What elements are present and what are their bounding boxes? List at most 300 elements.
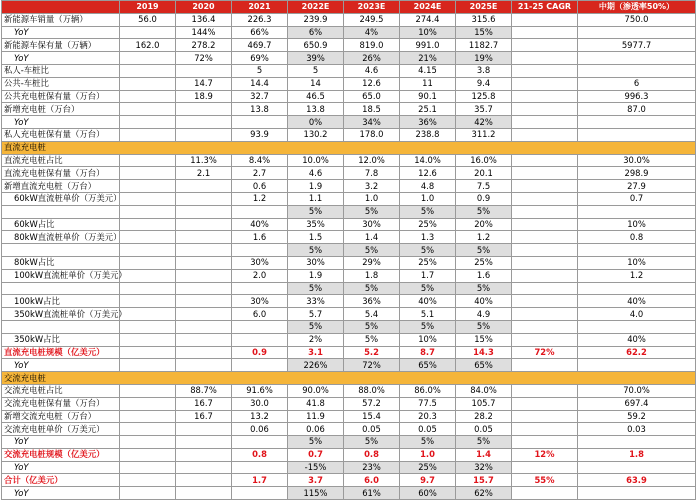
table-cell xyxy=(120,167,176,180)
table-cell: 6.0 xyxy=(344,474,400,487)
table-cell: 1.6 xyxy=(232,231,288,244)
table-cell: 5% xyxy=(344,320,400,333)
table-cell: 4.9 xyxy=(456,308,512,321)
table-cell: 12.0% xyxy=(344,154,400,167)
table-cell xyxy=(232,116,288,129)
yoy-row xyxy=(2,26,696,39)
table-cell: 60% xyxy=(400,487,456,500)
table-cell: 66% xyxy=(232,26,288,39)
column-header: 2022E xyxy=(288,1,344,14)
table-cell xyxy=(578,116,696,129)
row-label: 80kW占比 xyxy=(2,256,120,269)
table-cell xyxy=(176,231,232,244)
table-cell xyxy=(120,26,176,39)
table-cell: 23% xyxy=(344,461,400,474)
table-cell: 10% xyxy=(578,256,696,269)
table-row xyxy=(2,269,696,282)
table-cell xyxy=(176,103,232,116)
table-cell xyxy=(512,256,578,269)
table-cell xyxy=(176,64,232,77)
table-cell: 298.9 xyxy=(578,167,696,180)
table-cell xyxy=(512,423,578,436)
table-cell: 7.8 xyxy=(344,167,400,180)
table-cell: 16.0% xyxy=(456,154,512,167)
row-label xyxy=(2,320,120,333)
table-cell xyxy=(512,26,578,39)
table-cell: 1.0 xyxy=(344,192,400,205)
table-cell: 30% xyxy=(288,256,344,269)
table-cell: 9.4 xyxy=(456,77,512,90)
table-cell: 144% xyxy=(176,26,232,39)
table-row xyxy=(2,423,696,436)
table-cell: 62% xyxy=(456,487,512,500)
table-cell: 36% xyxy=(400,116,456,129)
table-cell xyxy=(512,410,578,423)
row-label: YoY xyxy=(2,461,120,474)
table-cell xyxy=(120,269,176,282)
table-cell: 650.9 xyxy=(288,39,344,52)
table-cell: 0.05 xyxy=(400,423,456,436)
table-cell xyxy=(120,231,176,244)
table-cell: 30.0% xyxy=(578,154,696,167)
table-row xyxy=(2,154,696,167)
table-cell xyxy=(176,282,232,295)
yoy-row xyxy=(2,320,696,333)
row-label: 350kW直流桩单价（万美元） xyxy=(2,308,120,321)
table-cell: 5% xyxy=(344,205,400,218)
table-cell xyxy=(120,192,176,205)
table-cell: 86.0% xyxy=(400,384,456,397)
table-row xyxy=(2,308,696,321)
table-cell xyxy=(512,461,578,474)
row-label: 80kW直流桩单价（万美元） xyxy=(2,231,120,244)
table-cell xyxy=(578,320,696,333)
table-cell: 30% xyxy=(344,218,400,231)
row-label: 交流充电桩单价（万美元） xyxy=(2,423,120,436)
table-cell: 77.5 xyxy=(400,397,456,410)
table-cell xyxy=(232,244,288,257)
table-cell: 5% xyxy=(400,244,456,257)
table-cell: 32.7 xyxy=(232,90,288,103)
table-cell xyxy=(512,192,578,205)
table-cell xyxy=(176,423,232,436)
table-cell: 87.0 xyxy=(578,103,696,116)
table-cell: 35.7 xyxy=(456,103,512,116)
table-row xyxy=(2,448,696,461)
table-cell xyxy=(578,64,696,77)
table-cell: 1.9 xyxy=(288,180,344,193)
table-row xyxy=(2,410,696,423)
table-cell xyxy=(120,423,176,436)
table-cell: 62.2 xyxy=(578,346,696,359)
table-cell xyxy=(232,487,288,500)
table-cell: 249.5 xyxy=(344,13,400,26)
yoy-row xyxy=(2,205,696,218)
table-cell: 5 xyxy=(232,64,288,77)
row-label: YoY xyxy=(2,487,120,500)
table-cell: 6% xyxy=(288,26,344,39)
table-cell xyxy=(578,52,696,65)
table-cell: 30% xyxy=(232,295,288,308)
column-header: 2023E xyxy=(344,1,400,14)
table-cell: 65% xyxy=(400,359,456,372)
table-cell xyxy=(120,487,176,500)
table-cell: 5 xyxy=(288,64,344,77)
row-label: 交流充电桩保有量（万台） xyxy=(2,397,120,410)
table-cell xyxy=(512,295,578,308)
table-cell xyxy=(120,154,176,167)
table-cell xyxy=(512,13,578,26)
row-label: 私人充电桩保有量（万台） xyxy=(2,128,120,141)
table-cell xyxy=(120,333,176,346)
table-cell: 88.0% xyxy=(344,384,400,397)
table-cell xyxy=(120,128,176,141)
table-cell: 105.7 xyxy=(456,397,512,410)
table-cell xyxy=(578,487,696,500)
table-cell: 226.3 xyxy=(232,13,288,26)
table-cell xyxy=(512,39,578,52)
table-cell xyxy=(512,77,578,90)
table-cell: 72% xyxy=(512,346,578,359)
table-cell: 5.1 xyxy=(400,308,456,321)
yoy-row xyxy=(2,282,696,295)
table-cell: 10% xyxy=(400,26,456,39)
table-cell: 0.03 xyxy=(578,423,696,436)
column-header: 2024E xyxy=(400,1,456,14)
section-header-row xyxy=(2,141,696,154)
table-cell: 25% xyxy=(456,256,512,269)
table-cell xyxy=(578,205,696,218)
table-cell xyxy=(512,218,578,231)
table-cell: 0.8 xyxy=(578,231,696,244)
table-cell xyxy=(232,282,288,295)
row-label: 交流充电桩规模（亿美元） xyxy=(2,448,120,461)
table-cell xyxy=(120,397,176,410)
table-cell: 238.8 xyxy=(400,128,456,141)
table-cell: 226% xyxy=(288,359,344,372)
table-cell xyxy=(176,269,232,282)
table-cell xyxy=(578,436,696,449)
row-label: 公共充电桩保有量（万台） xyxy=(2,90,120,103)
table-cell xyxy=(120,256,176,269)
row-label: 新增直流充电桩（万台） xyxy=(2,180,120,193)
table-cell: 25.1 xyxy=(400,103,456,116)
table-cell: 0.05 xyxy=(344,423,400,436)
table-cell xyxy=(512,333,578,346)
table-cell xyxy=(512,167,578,180)
table-row xyxy=(2,384,696,397)
table-row xyxy=(2,128,696,141)
table-cell: 42% xyxy=(456,116,512,129)
table-cell xyxy=(578,128,696,141)
table-cell xyxy=(512,205,578,218)
table-cell: 13.2 xyxy=(232,410,288,423)
table-cell: 39% xyxy=(288,52,344,65)
table-cell xyxy=(120,410,176,423)
table-cell: 0% xyxy=(288,116,344,129)
row-label: 直流充电桩占比 xyxy=(2,154,120,167)
table-cell: 15.7 xyxy=(456,474,512,487)
table-cell xyxy=(120,436,176,449)
table-cell: 59.2 xyxy=(578,410,696,423)
section-title: 交流充电桩 xyxy=(2,372,696,385)
table-cell: 36% xyxy=(344,295,400,308)
table-cell: 55% xyxy=(512,474,578,487)
table-cell: 30.0 xyxy=(232,397,288,410)
table-cell: 13.8 xyxy=(288,103,344,116)
table-cell: 14.0% xyxy=(400,154,456,167)
table-cell xyxy=(120,64,176,77)
row-label: 新增充电桩（万台） xyxy=(2,103,120,116)
table-row xyxy=(2,90,696,103)
table-cell: 3.2 xyxy=(344,180,400,193)
table-cell: 5% xyxy=(288,205,344,218)
table-cell: 178.0 xyxy=(344,128,400,141)
table-cell xyxy=(120,90,176,103)
table-cell: 29% xyxy=(344,256,400,269)
table-cell xyxy=(578,461,696,474)
table-cell: 32% xyxy=(456,461,512,474)
table-cell: 14.4 xyxy=(232,77,288,90)
table-cell: 0.06 xyxy=(232,423,288,436)
table-cell: 996.3 xyxy=(578,90,696,103)
row-label: YoY xyxy=(2,116,120,129)
table-cell: 25% xyxy=(400,256,456,269)
table-cell xyxy=(232,205,288,218)
table-cell: 20.1 xyxy=(456,167,512,180)
table-cell: 5977.7 xyxy=(578,39,696,52)
table-cell: 0.8 xyxy=(344,448,400,461)
table-cell xyxy=(512,269,578,282)
table-cell xyxy=(176,474,232,487)
table-cell xyxy=(512,359,578,372)
table-cell: 10% xyxy=(400,333,456,346)
table-cell xyxy=(232,320,288,333)
table-cell xyxy=(176,461,232,474)
table-cell: 991.0 xyxy=(400,39,456,52)
table-cell: 69% xyxy=(232,52,288,65)
table-cell: 27.9 xyxy=(578,180,696,193)
table-cell: 15% xyxy=(456,26,512,39)
table-cell xyxy=(176,448,232,461)
table-cell xyxy=(512,116,578,129)
row-label: 新增交流充电桩（万台） xyxy=(2,410,120,423)
table-cell: 11.9 xyxy=(288,410,344,423)
table-cell: 274.4 xyxy=(400,13,456,26)
yoy-row xyxy=(2,116,696,129)
table-cell: 33% xyxy=(288,295,344,308)
row-label: 100kW占比 xyxy=(2,295,120,308)
table-cell: 1.8 xyxy=(344,269,400,282)
table-row xyxy=(2,231,696,244)
table-cell: 0.05 xyxy=(456,423,512,436)
row-label: 直流充电桩保有量（万台） xyxy=(2,167,120,180)
table-cell: 1.2 xyxy=(578,269,696,282)
table-cell: 5% xyxy=(344,436,400,449)
table-cell xyxy=(120,205,176,218)
table-cell: 11.3% xyxy=(176,154,232,167)
table-cell: 16.7 xyxy=(176,410,232,423)
section-header-row xyxy=(2,372,696,385)
row-label: 合计（亿美元） xyxy=(2,474,120,487)
table-cell: 2.7 xyxy=(232,167,288,180)
table-row xyxy=(2,474,696,487)
table-cell: 40% xyxy=(578,295,696,308)
table-cell: 5% xyxy=(400,282,456,295)
table-cell xyxy=(232,333,288,346)
table-cell: 25% xyxy=(400,461,456,474)
row-label xyxy=(2,244,120,257)
yoy-row xyxy=(2,52,696,65)
row-label: YoY xyxy=(2,26,120,39)
table-cell xyxy=(176,205,232,218)
table-cell: 1.2 xyxy=(232,192,288,205)
table-cell: 1.5 xyxy=(288,231,344,244)
table-cell xyxy=(176,116,232,129)
row-label: YoY xyxy=(2,359,120,372)
row-label: 交流充电桩占比 xyxy=(2,384,120,397)
table-cell: 30% xyxy=(232,256,288,269)
table-cell: 70.0% xyxy=(578,384,696,397)
table-row xyxy=(2,256,696,269)
table-cell: 1.3 xyxy=(400,231,456,244)
table-cell: 56.0 xyxy=(120,13,176,26)
yoy-row xyxy=(2,244,696,257)
yoy-row xyxy=(2,436,696,449)
table-cell: 239.9 xyxy=(288,13,344,26)
ev-charging-forecast-table xyxy=(1,0,696,500)
table-cell xyxy=(176,295,232,308)
table-cell: 20% xyxy=(456,218,512,231)
table-cell xyxy=(512,244,578,257)
column-header: 2021 xyxy=(232,1,288,14)
table-cell: 1.7 xyxy=(232,474,288,487)
table-cell xyxy=(512,103,578,116)
table-cell: 14 xyxy=(288,77,344,90)
table-cell: 6.0 xyxy=(232,308,288,321)
table-cell xyxy=(176,346,232,359)
table-cell: 5.2 xyxy=(344,346,400,359)
table-row xyxy=(2,64,696,77)
table-cell xyxy=(176,256,232,269)
row-label xyxy=(2,282,120,295)
table-cell: 162.0 xyxy=(120,39,176,52)
table-row xyxy=(2,13,696,26)
table-cell: 5% xyxy=(456,205,512,218)
table-cell xyxy=(232,461,288,474)
table-cell xyxy=(176,244,232,257)
row-label: 直流充电桩规模（亿美元） xyxy=(2,346,120,359)
yoy-row xyxy=(2,487,696,500)
table-cell: 3.7 xyxy=(288,474,344,487)
table-row xyxy=(2,218,696,231)
table-cell xyxy=(176,180,232,193)
table-cell: 1.8 xyxy=(578,448,696,461)
table-cell: 5% xyxy=(344,282,400,295)
table-cell: 88.7% xyxy=(176,384,232,397)
table-body xyxy=(2,1,696,500)
table-cell: 4.15 xyxy=(400,64,456,77)
table-cell: 8.7 xyxy=(400,346,456,359)
table-cell xyxy=(120,77,176,90)
table-cell xyxy=(120,282,176,295)
table-cell: 13.8 xyxy=(232,103,288,116)
column-header: 2020 xyxy=(176,1,232,14)
table-cell: 1.0 xyxy=(400,192,456,205)
table-cell xyxy=(512,154,578,167)
table-cell: 21% xyxy=(400,52,456,65)
table-cell: 12.6 xyxy=(344,77,400,90)
table-cell: 0.7 xyxy=(288,448,344,461)
table-cell: 72% xyxy=(176,52,232,65)
table-cell: 0.8 xyxy=(232,448,288,461)
table-cell xyxy=(120,52,176,65)
table-cell xyxy=(176,218,232,231)
table-cell: 91.6% xyxy=(232,384,288,397)
table-cell: 0.06 xyxy=(288,423,344,436)
section-title: 直流充电桩 xyxy=(2,141,696,154)
table-cell xyxy=(578,244,696,257)
table-cell xyxy=(120,384,176,397)
table-cell: 63.9 xyxy=(578,474,696,487)
table-cell: 40% xyxy=(400,295,456,308)
table-cell xyxy=(232,436,288,449)
table-cell: 5.7 xyxy=(288,308,344,321)
table-cell: 4% xyxy=(344,26,400,39)
column-header: 2019 xyxy=(120,1,176,14)
row-label: 350kW占比 xyxy=(2,333,120,346)
table-cell: 20.3 xyxy=(400,410,456,423)
table-cell xyxy=(120,346,176,359)
table-row xyxy=(2,346,696,359)
table-cell: 1.6 xyxy=(456,269,512,282)
table-cell: 34% xyxy=(344,116,400,129)
table-row xyxy=(2,192,696,205)
table-cell xyxy=(512,320,578,333)
table-cell: 4.0 xyxy=(578,308,696,321)
table-cell: 5% xyxy=(288,282,344,295)
table-cell: 12% xyxy=(512,448,578,461)
table-cell: 5% xyxy=(344,333,400,346)
table-cell: 469.7 xyxy=(232,39,288,52)
table-cell: 5% xyxy=(288,244,344,257)
table-cell: 40% xyxy=(578,333,696,346)
table-cell: 2.1 xyxy=(176,167,232,180)
table-cell: 65% xyxy=(456,359,512,372)
table-cell: 65.0 xyxy=(344,90,400,103)
table-cell: 4.8 xyxy=(400,180,456,193)
table-cell: 40% xyxy=(456,295,512,308)
table-cell: 5% xyxy=(456,282,512,295)
yoy-row xyxy=(2,461,696,474)
table-cell: 5% xyxy=(400,205,456,218)
table-cell: 14.3 xyxy=(456,346,512,359)
header-label-cell xyxy=(2,1,120,14)
table-cell: 3.8 xyxy=(456,64,512,77)
table-cell: 311.2 xyxy=(456,128,512,141)
table-cell: 9.7 xyxy=(400,474,456,487)
table-cell xyxy=(120,295,176,308)
table-cell: 5% xyxy=(456,436,512,449)
table-cell: -15% xyxy=(288,461,344,474)
table-cell: 1.4 xyxy=(344,231,400,244)
table-cell: 40% xyxy=(232,218,288,231)
table-row xyxy=(2,295,696,308)
table-cell: 90.1 xyxy=(400,90,456,103)
table-cell: 130.2 xyxy=(288,128,344,141)
table-cell xyxy=(176,128,232,141)
table-cell: 18.5 xyxy=(344,103,400,116)
